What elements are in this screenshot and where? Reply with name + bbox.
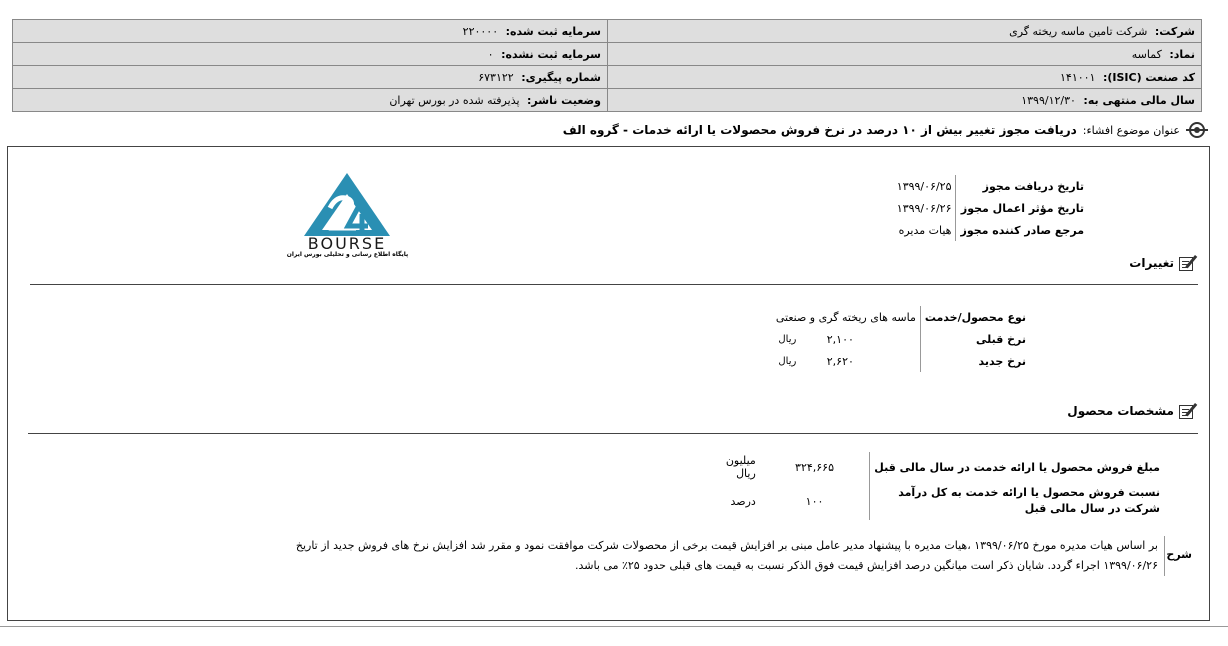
ratio-label	[870, 482, 1164, 520]
effective-date-label: تاریخ مؤثر اعمال مجوز	[956, 197, 1088, 219]
info-row	[13, 43, 1202, 66]
new-rate-unit: ریال	[778, 355, 797, 367]
permit-row	[893, 197, 1088, 219]
old-rate-unit: ریال	[778, 333, 797, 345]
description-text	[296, 536, 1164, 576]
changes-table	[760, 306, 1030, 372]
registered-capital-label: سرمایه ثبت شده:	[505, 24, 601, 38]
company-cell	[608, 20, 1202, 43]
publisher-status-value: پذیرفته شده در بورس تهران	[389, 93, 520, 107]
changes-row	[760, 328, 1030, 350]
description-line1: بر اساس هیات مدیره مورخ ۱۳۹۹/۰۶/۲۵ ،هیات مدیره با پیشنهاد مدیر عامل مبنی بر افزایش قیمت برخی از محصولات شرکت موافقت نمود و مقرر شد افزایش نرخ های فروش جدید از تاریخ	[295, 539, 1158, 552]
info-row	[13, 66, 1202, 89]
publisher-status-label: وضعیت ناشر:	[527, 93, 601, 107]
changes-title: تغییرات	[1129, 256, 1174, 270]
permit-row	[893, 219, 1088, 241]
isic-cell	[608, 66, 1202, 89]
description-label: شرح	[1164, 536, 1192, 576]
sales-label: مبلغ فروش محصول یا ارائه خدمت در سال مالی قبل	[870, 452, 1164, 482]
description-line2: ۱۳۹۹/۰۶/۲۶ اجراء گردد. شایان ذکر است میانگین درصد افزایش قیمت فوق الذکر نسبت به قیمت های قبلی حدود ۲۵٪ می باشد.	[575, 559, 1158, 572]
unregistered-capital-value: ۰	[487, 47, 494, 61]
permit-table	[893, 175, 1088, 241]
publisher-status-cell	[13, 89, 608, 112]
info-row	[13, 89, 1202, 112]
product-specs-title: مشخصات محصول	[1067, 404, 1174, 418]
product-specs-table	[650, 452, 1164, 520]
tracking-cell	[13, 66, 608, 89]
section-divider	[28, 433, 1198, 434]
ratio-label-line2: شرکت در سال مالی قبل	[1024, 502, 1160, 515]
changes-row	[760, 350, 1030, 372]
product-type-label: نوع محصول/خدمت	[920, 306, 1030, 328]
topic-line	[563, 120, 1208, 140]
unregistered-capital-cell	[13, 43, 608, 66]
section-divider	[30, 284, 1198, 285]
fiscal-year-cell	[608, 89, 1202, 112]
info-row	[13, 20, 1202, 43]
issuer-label: مرجع صادر کننده مجوز	[956, 219, 1088, 241]
sales-value: ۳۲۴,۶۶۵	[795, 460, 834, 474]
edit-note-icon	[1178, 402, 1198, 420]
ratio-label-line1: نسبت فروش محصول یا ارائه خدمت به کل درآمد	[898, 486, 1160, 499]
company-label: شرکت:	[1154, 24, 1195, 38]
changes-row	[760, 306, 1030, 328]
old-rate-label: نرخ قبلی	[920, 328, 1030, 350]
divider	[0, 626, 1228, 627]
company-info-table	[12, 19, 1202, 112]
isic-label: کد صنعت (ISIC):	[1102, 70, 1195, 84]
logo-text: BOURSE	[307, 234, 387, 253]
fiscal-year-value: ۱۳۹۹/۱۲/۳۰	[1021, 93, 1076, 107]
product-type-value: ماسه های ریخته گری و صنعتی	[775, 310, 916, 324]
description-box	[100, 536, 1192, 576]
permit-row	[893, 175, 1088, 197]
isic-value: ۱۴۱۰۰۱	[1060, 70, 1096, 84]
logo-caption: پایگاه اطلاع رسانی و تحلیلی بورس ایران	[286, 251, 409, 258]
new-rate-label: نرخ جدید	[920, 350, 1030, 372]
issuer-value: هیات مدیره	[898, 223, 952, 237]
received-date-label: تاریخ دریافت مجوز	[956, 175, 1088, 197]
registered-capital-value: ۲۲۰۰۰۰	[462, 24, 499, 38]
registered-capital-cell	[13, 20, 608, 43]
topic-label: عنوان موضوع افشاء:	[1082, 123, 1180, 137]
specs-row	[650, 482, 1164, 520]
tracking-value: ۶۷۳۱۲۲	[478, 70, 514, 84]
changes-heading	[1129, 254, 1198, 272]
topic-title: دریافت مجوز تغییر بیش از ۱۰ درصد در نرخ فروش محصولات یا ارائه خدمات - گروه الف	[562, 123, 1077, 137]
old-rate-value: ۲,۱۰۰	[826, 332, 854, 346]
new-rate-value: ۲,۶۲۰	[826, 354, 854, 368]
edit-note-icon	[1178, 254, 1198, 272]
fiscal-year-label: سال مالی منتهی به:	[1083, 93, 1195, 107]
specs-row	[650, 452, 1164, 482]
ratio-value: ۱۰۰	[805, 494, 824, 508]
symbol-label: نماد:	[1169, 47, 1195, 61]
unregistered-capital-label: سرمایه ثبت نشده:	[501, 47, 601, 61]
product-specs-heading	[1067, 402, 1198, 420]
effective-date-value: ۱۳۹۹/۰۶/۲۶	[896, 201, 952, 215]
received-date-value: ۱۳۹۹/۰۶/۲۵	[896, 179, 952, 193]
sales-unit: میلیون ریال	[725, 454, 756, 480]
company-value: شرکت تامین ماسه ریخته گری	[1009, 24, 1148, 38]
symbol-value: کماسه	[1131, 47, 1162, 61]
target-icon	[1186, 119, 1208, 141]
symbol-cell	[608, 43, 1202, 66]
ratio-unit: درصد	[730, 494, 756, 508]
tracking-label: شماره پیگیری:	[521, 70, 601, 84]
